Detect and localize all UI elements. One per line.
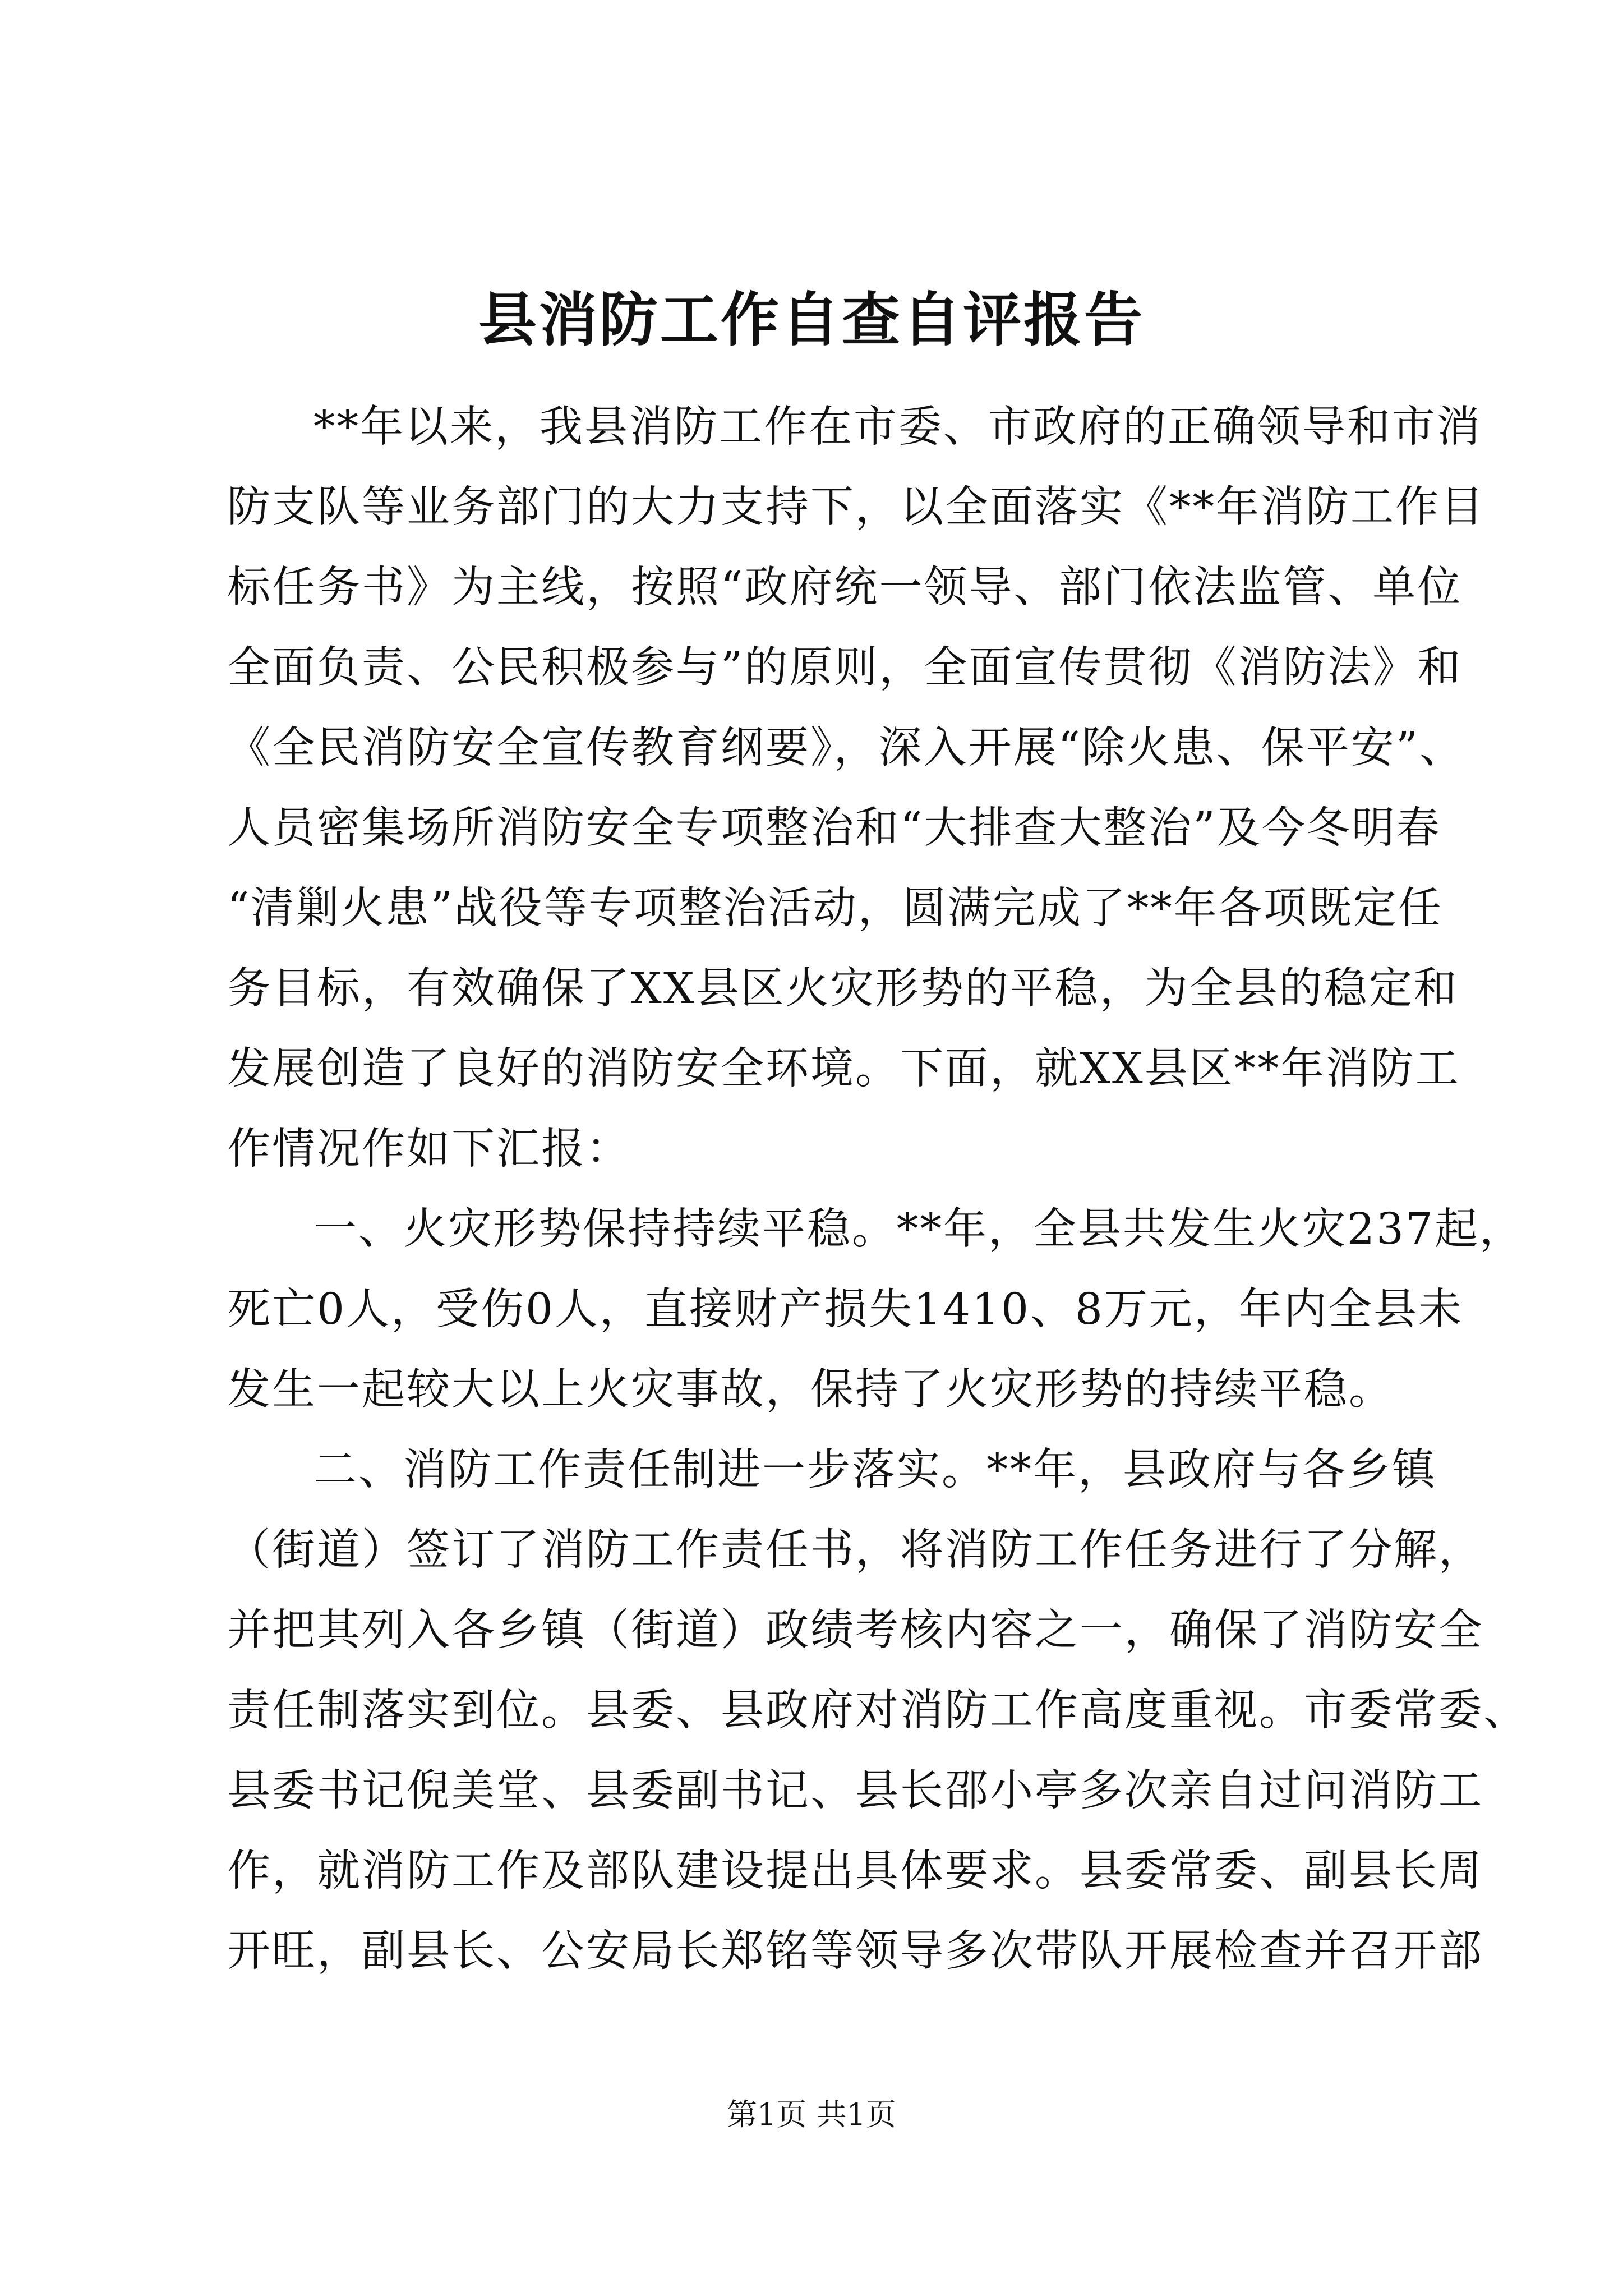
document-body (227, 387, 1528, 1991)
text-line: “清剿火患”战役等专项整治活动，圆满完成了**年各项既定任 (227, 884, 1443, 933)
text-line: 《全民消防安全宣传教育纲要》，深入开展“除火患、保平安”、 (227, 723, 1465, 773)
text-line: （街道）签订了消防工作责任书，将消防工作任务进行了分解， (227, 1525, 1483, 1575)
text-line: 二、消防工作责任制进一步落实。**年，县政府与各乡镇 (313, 1445, 1437, 1495)
text-line: 开旺，副县长、公安局长郑铭等领导多次带队开展检查并召开部 (227, 1926, 1483, 1976)
text-line: 防支队等业务部门的大力支持下，以全面落实《**年消防工作目 (227, 482, 1485, 532)
text-line: 死亡0人，受伤0人，直接财产损失1410、8万元，年内全县未 (227, 1285, 1463, 1335)
text-line: 务目标，有效确保了XX县区火灾形势的平稳，为全县的稳定和 (227, 964, 1459, 1014)
text-line: 发生一起较大以上火灾事故，保持了火灾形势的持续平稳。 (227, 1365, 1394, 1415)
text-line: 标任务书》为主线，按照“政府统一领导、部门依法监管、单位 (227, 563, 1463, 613)
text-line: 并把其列入各乡镇（街道）政绩考核内容之一，确保了消防安全 (227, 1605, 1483, 1655)
text-line: 人员密集场所消防安全专项整治和“大排查大整治”及今冬明春 (227, 803, 1441, 853)
text-line: 责任制落实到位。县委、县政府对消防工作高度重视。市委常委、 (227, 1686, 1528, 1736)
text-line: 作，就消防工作及部队建设提出具体要求。县委常委、副县长周 (227, 1846, 1483, 1896)
text-line: 发展创造了良好的消防安全环境。下面，就XX县区**年消防工 (227, 1044, 1460, 1094)
document-title: 县消防工作自查自评报告 (478, 285, 1145, 354)
page-footer: 第1页 共1页 (727, 2097, 896, 2132)
text-line: 全面负责、公民积极参与”的原则，全面宣传贯彻《消防法》和 (227, 643, 1463, 693)
text-line: 一、火灾形势保持持续平稳。**年，全县共发生火灾237起， (313, 1204, 1524, 1254)
text-line: 作情况作如下汇报： (227, 1124, 631, 1174)
text-line: **年以来，我县消防工作在市委、市政府的正确领导和市消 (313, 402, 1482, 452)
text-line: 县委书记倪美堂、县委副书记、县长邵小亭多次亲自过问消防工 (227, 1766, 1483, 1816)
